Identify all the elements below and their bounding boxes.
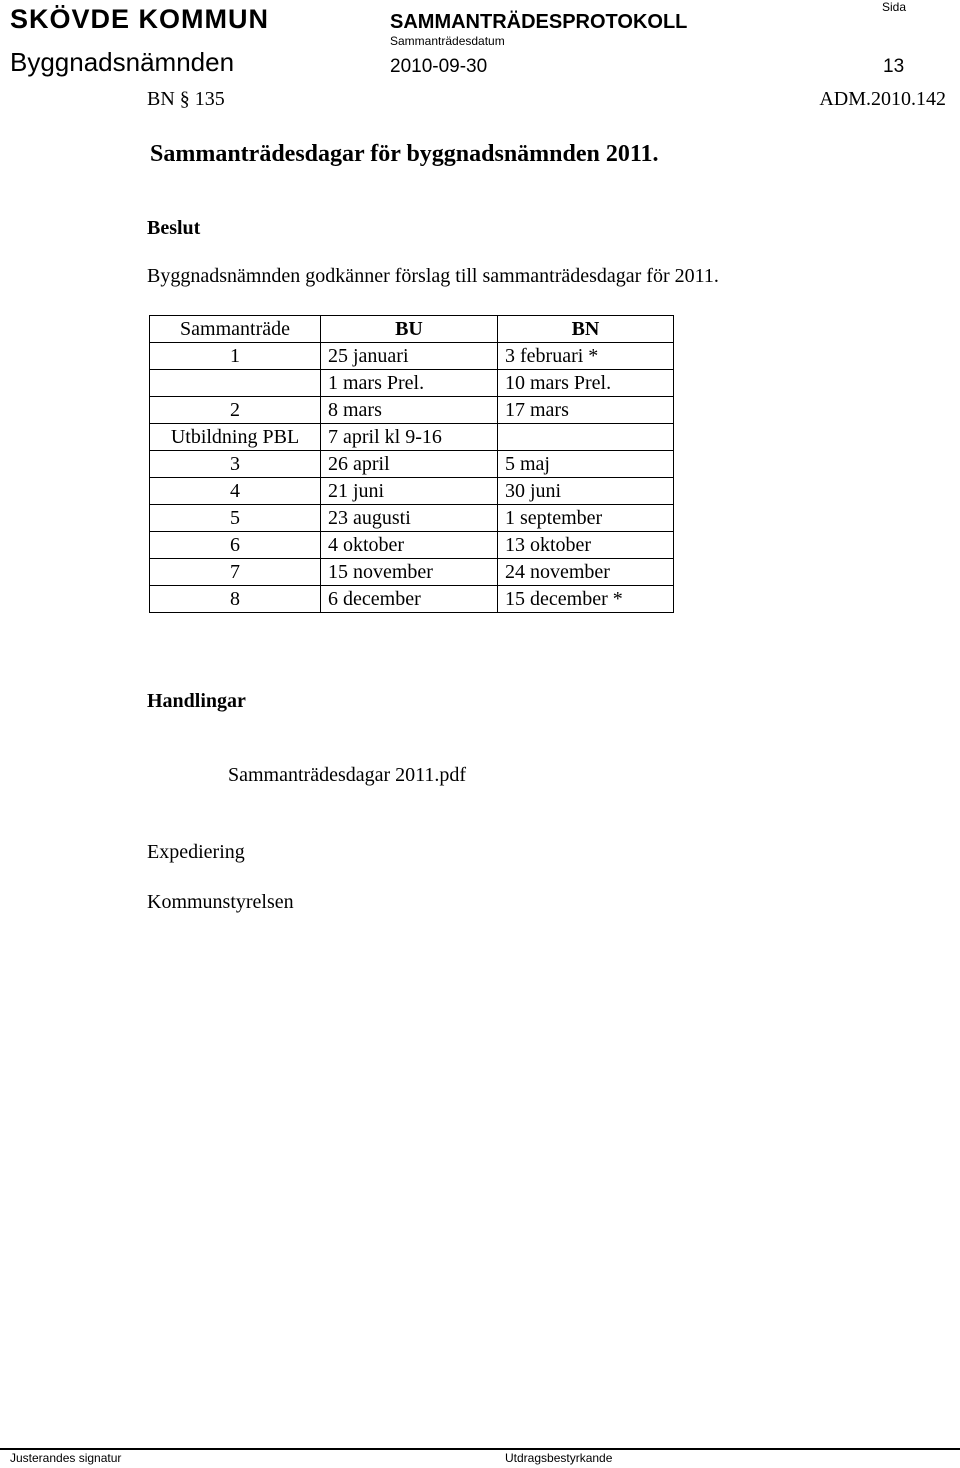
table-cell xyxy=(150,370,321,397)
page-number: 13 xyxy=(883,56,905,77)
table-cell: 15 december * xyxy=(498,586,674,613)
table-row xyxy=(150,370,674,397)
table-cell: 17 mars xyxy=(498,397,674,424)
documents-heading: Handlingar xyxy=(147,690,246,712)
table-row xyxy=(150,397,674,424)
table-cell: 6 xyxy=(150,532,321,559)
paragraph-number: BN § 135 xyxy=(147,88,225,110)
table-cell: 7 april kl 9-16 xyxy=(321,424,498,451)
table-cell: 1 september xyxy=(498,505,674,532)
table-row xyxy=(150,586,674,613)
table-row xyxy=(150,424,674,451)
table-cell: 26 april xyxy=(321,451,498,478)
committee-name: Byggnadsnämnden xyxy=(10,47,235,77)
page-label: Sida xyxy=(882,0,907,14)
table-cell: 1 mars Prel. xyxy=(321,370,498,397)
attachment-filename: Sammanträdesdagar 2011.pdf xyxy=(228,764,467,786)
document-type: SAMMANTRÄDESPROTOKOLL xyxy=(390,11,688,33)
signature-label: Justerandes signatur xyxy=(10,1451,122,1465)
decision-heading: Beslut xyxy=(147,217,201,239)
distribution-heading: Expediering xyxy=(147,841,245,863)
table-cell: Utbildning PBL xyxy=(150,424,321,451)
table-cell: 4 xyxy=(150,478,321,505)
table-row xyxy=(150,559,674,586)
table-cell: 1 xyxy=(150,343,321,370)
footer-divider xyxy=(0,1448,960,1450)
table-cell: 3 xyxy=(150,451,321,478)
table-cell: 3 februari * xyxy=(498,343,674,370)
meeting-date-label: Sammanträdesdatum xyxy=(390,34,505,48)
meeting-date: 2010-09-30 xyxy=(390,56,488,77)
column-header: BN xyxy=(498,316,674,343)
table-cell: 15 november xyxy=(321,559,498,586)
table-row xyxy=(150,451,674,478)
table-cell: 8 mars xyxy=(321,397,498,424)
decision-text: Byggnadsnämnden godkänner förslag till sammanträdesdagar för 2011. xyxy=(147,265,719,287)
table-cell: 8 xyxy=(150,586,321,613)
table-cell: 4 oktober xyxy=(321,532,498,559)
table-cell: 5 xyxy=(150,505,321,532)
table-row xyxy=(150,478,674,505)
table-row xyxy=(150,532,674,559)
table-cell: 6 december xyxy=(321,586,498,613)
organization-name: SKÖVDE KOMMUN xyxy=(10,4,270,34)
table-cell: 10 mars Prel. xyxy=(498,370,674,397)
table-cell: 30 juni xyxy=(498,478,674,505)
page-title: Sammanträdesdagar för byggnadsnämnden 2011. xyxy=(150,141,659,167)
column-header: BU xyxy=(321,316,498,343)
table-cell: 13 oktober xyxy=(498,532,674,559)
column-header: Sammanträde xyxy=(150,316,321,343)
extract-certification-label: Utdragsbestyrkande xyxy=(505,1451,613,1465)
table-row xyxy=(150,505,674,532)
diarie-number: ADM.2010.142 xyxy=(819,88,946,110)
table-cell: 5 maj xyxy=(498,451,674,478)
table-cell: 25 januari xyxy=(321,343,498,370)
table-cell: 21 juni xyxy=(321,478,498,505)
table-cell xyxy=(498,424,674,451)
meeting-schedule-table xyxy=(149,315,674,613)
table-cell: 7 xyxy=(150,559,321,586)
table-cell: 24 november xyxy=(498,559,674,586)
table-cell: 2 xyxy=(150,397,321,424)
table-header-row xyxy=(150,316,674,343)
table-row xyxy=(150,343,674,370)
table-cell: 23 augusti xyxy=(321,505,498,532)
distribution-recipient: Kommunstyrelsen xyxy=(147,891,294,913)
